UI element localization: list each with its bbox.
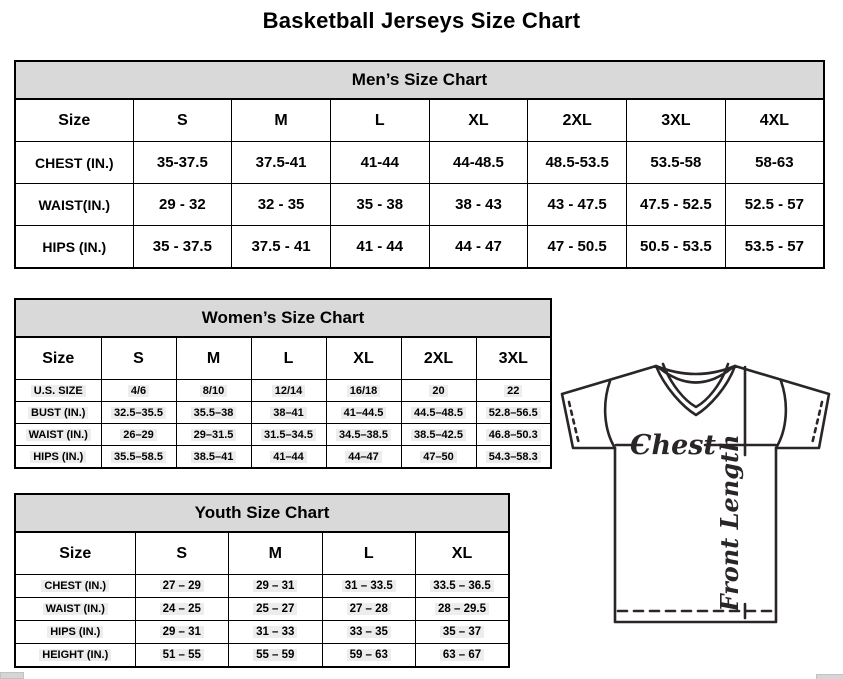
size-value-cell: 37.5 - 41: [232, 226, 331, 269]
size-value-cell: 52.5 - 57: [725, 184, 824, 226]
column-header: M: [232, 99, 331, 142]
size-value-cell: 35 - 37.5: [133, 226, 232, 269]
size-value-cell: 29 – 31: [229, 575, 323, 598]
size-value-cell: 26–29: [101, 424, 176, 446]
column-header: XL: [429, 99, 528, 142]
column-header: L: [251, 337, 326, 380]
page-title: Basketball Jerseys Size Chart: [262, 8, 581, 33]
size-value-cell: 35-37.5: [133, 142, 232, 184]
womens-size-chart-title: Women’s Size Chart: [14, 298, 552, 338]
size-value-cell: 44 - 47: [429, 226, 528, 269]
size-value-cell: 16/18: [326, 380, 401, 402]
size-value-cell: 38–41: [251, 402, 326, 424]
jersey-measurement-diagram: [553, 358, 842, 654]
column-header: M: [176, 337, 251, 380]
column-header: 2XL: [528, 99, 627, 142]
row-label: WAIST (IN.): [15, 598, 135, 621]
youth-size-chart-title: Youth Size Chart: [14, 493, 510, 533]
size-value-cell: 58-63: [725, 142, 824, 184]
size-value-cell: 47 - 50.5: [528, 226, 627, 269]
size-value-cell: 50.5 - 53.5: [627, 226, 726, 269]
column-header: Size: [15, 337, 101, 380]
column-header: L: [330, 99, 429, 142]
size-value-cell: 43 - 47.5: [528, 184, 627, 226]
size-value-cell: 33.5 – 36.5: [416, 575, 510, 598]
size-value-cell: 29 - 32: [133, 184, 232, 226]
youth-size-chart-table: [14, 531, 510, 668]
size-value-cell: 4/6: [101, 380, 176, 402]
table-row: [15, 644, 509, 668]
size-value-cell: 31 – 33: [229, 621, 323, 644]
table-row: [15, 424, 551, 446]
table-row: [15, 402, 551, 424]
table-row: [15, 184, 824, 226]
column-header: S: [101, 337, 176, 380]
table-row: [15, 142, 824, 184]
size-value-cell: 31.5–34.5: [251, 424, 326, 446]
jersey-outline: [562, 366, 829, 622]
column-header: Size: [15, 532, 135, 575]
table-row: [15, 226, 824, 269]
column-header: 3XL: [476, 337, 551, 380]
column-header: L: [322, 532, 416, 575]
chest-label: Chest: [630, 430, 716, 461]
size-value-cell: 22: [476, 380, 551, 402]
scrollbar-fragment-left: [0, 672, 24, 679]
size-value-cell: 35 – 37: [416, 621, 510, 644]
row-label: WAIST (IN.): [15, 424, 101, 446]
size-value-cell: 25 – 27: [229, 598, 323, 621]
size-value-cell: 20: [401, 380, 476, 402]
size-value-cell: 34.5–38.5: [326, 424, 401, 446]
column-header: S: [133, 99, 232, 142]
size-value-cell: 63 – 67: [416, 644, 510, 668]
row-label: HIPS (IN.): [15, 226, 133, 269]
size-value-cell: 55 – 59: [229, 644, 323, 668]
size-value-cell: 27 – 28: [322, 598, 416, 621]
row-label: HEIGHT (IN.): [15, 644, 135, 668]
size-value-cell: 29 – 31: [135, 621, 229, 644]
womens-size-chart-section: [14, 298, 552, 469]
size-value-cell: 44–47: [326, 446, 401, 469]
row-label: WAIST(IN.): [15, 184, 133, 226]
front-length-label: Front Length: [715, 434, 744, 612]
size-value-cell: 59 – 63: [322, 644, 416, 668]
size-value-cell: 28 – 29.5: [416, 598, 510, 621]
table-row: [15, 621, 509, 644]
scrollbar-fragment-right: [816, 674, 843, 679]
youth-size-chart-section: [14, 493, 510, 668]
mens-size-chart-table: [14, 98, 825, 269]
mens-size-chart-title: Men’s Size Chart: [14, 60, 825, 100]
size-value-cell: 53.5 - 57: [725, 226, 824, 269]
size-value-cell: 8/10: [176, 380, 251, 402]
mens-size-chart-section: [14, 60, 825, 269]
row-label: U.S. SIZE: [15, 380, 101, 402]
size-value-cell: 41–44.5: [326, 402, 401, 424]
header-row: [15, 99, 824, 142]
row-label: HIPS (IN.): [15, 446, 101, 469]
size-value-cell: 47–50: [401, 446, 476, 469]
size-value-cell: 41 - 44: [330, 226, 429, 269]
size-value-cell: 35 - 38: [330, 184, 429, 226]
row-label: CHEST (IN.): [15, 142, 133, 184]
header-row: [15, 337, 551, 380]
size-value-cell: 41–44: [251, 446, 326, 469]
column-header: XL: [416, 532, 510, 575]
size-value-cell: 31 – 33.5: [322, 575, 416, 598]
table-row: [15, 575, 509, 598]
size-value-cell: 53.5-58: [627, 142, 726, 184]
size-value-cell: 41-44: [330, 142, 429, 184]
column-header: Size: [15, 99, 133, 142]
size-value-cell: 44.5–48.5: [401, 402, 476, 424]
column-header: XL: [326, 337, 401, 380]
size-value-cell: 52.8–56.5: [476, 402, 551, 424]
table-row: [15, 446, 551, 469]
size-value-cell: 54.3–58.3: [476, 446, 551, 469]
size-value-cell: 38.5–41: [176, 446, 251, 469]
size-value-cell: 33 – 35: [322, 621, 416, 644]
size-value-cell: 29–31.5: [176, 424, 251, 446]
size-value-cell: 32.5–35.5: [101, 402, 176, 424]
size-value-cell: 48.5-53.5: [528, 142, 627, 184]
row-label: HIPS (IN.): [15, 621, 135, 644]
size-value-cell: 12/14: [251, 380, 326, 402]
row-label: CHEST (IN.): [15, 575, 135, 598]
column-header: M: [229, 532, 323, 575]
size-value-cell: 44-48.5: [429, 142, 528, 184]
size-value-cell: 35.5–38: [176, 402, 251, 424]
table-row: [15, 598, 509, 621]
size-value-cell: 37.5-41: [232, 142, 331, 184]
column-header: 4XL: [725, 99, 824, 142]
column-header: 3XL: [627, 99, 726, 142]
size-value-cell: 51 – 55: [135, 644, 229, 668]
size-value-cell: 38 - 43: [429, 184, 528, 226]
size-value-cell: 32 - 35: [232, 184, 331, 226]
column-header: S: [135, 532, 229, 575]
row-label: BUST (IN.): [15, 402, 101, 424]
header-row: [15, 532, 509, 575]
size-value-cell: 38.5–42.5: [401, 424, 476, 446]
size-value-cell: 24 – 25: [135, 598, 229, 621]
size-value-cell: 27 – 29: [135, 575, 229, 598]
size-value-cell: 47.5 - 52.5: [627, 184, 726, 226]
size-value-cell: 35.5–58.5: [101, 446, 176, 469]
womens-size-chart-table: [14, 336, 552, 469]
table-row: [15, 380, 551, 402]
column-header: 2XL: [401, 337, 476, 380]
size-value-cell: 46.8–50.3: [476, 424, 551, 446]
